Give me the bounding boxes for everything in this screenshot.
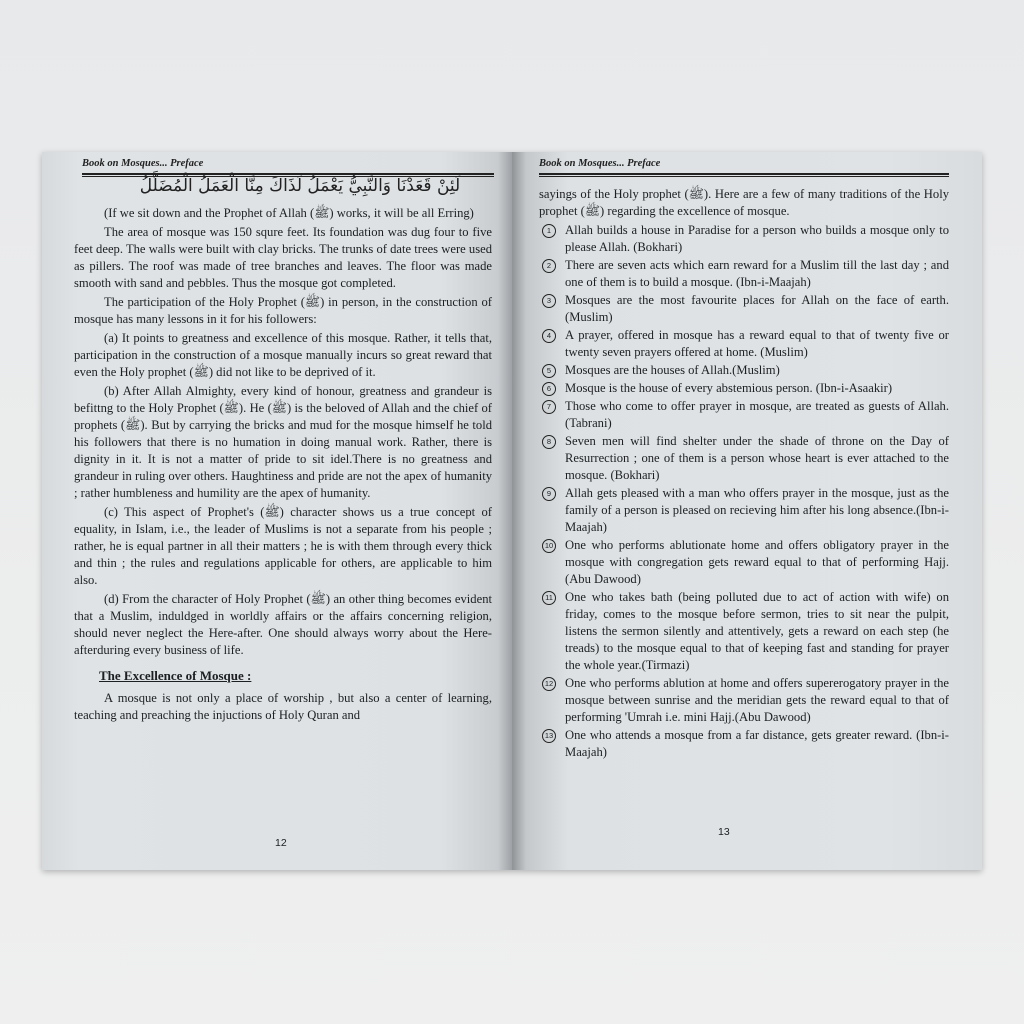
tradition-item <box>539 433 949 484</box>
paragraph: (c) This aspect of Prophet's (ﷺ) character shows us a true concept of equality, in Islam, i.e., the leader of Muslims is not a separate from his people ; rather, he is equal partner in all their matters ; he is with them through every thick and thin ; the rules and regulations applicable for others, are applicable to him also. <box>74 505 492 587</box>
item-number-badge: 6 <box>542 382 556 396</box>
item-number-badge: 8 <box>542 435 556 449</box>
tradition-item <box>539 362 949 379</box>
paragraph: The area of mosque was 150 squre feet. Its foundation was dug four to five feet deep. The walls were built with clay bricks. The trunks of date trees were used as pillers. The roof was made of tree branches and leaves. The floor was made smooth with sand and pebbles. Thus the mosque got completed. <box>74 225 492 290</box>
left-page <box>42 152 512 870</box>
intro-paragraph: sayings of the Holy prophet (ﷺ). Here are a few of many traditions of the Holy prophet (ﷺ) regarding the excellence of mosque. <box>539 187 949 218</box>
item-text: Allah gets pleased with a man who offers prayer in the mosque, just as the family of a person is pleased on recieving him after his long absence.(Ibn-i-Maajah) <box>565 486 949 534</box>
item-number-badge: 1 <box>542 224 556 238</box>
tradition-item <box>539 327 949 361</box>
right-page-number: 13 <box>718 826 730 838</box>
tradition-item <box>539 485 949 536</box>
section-heading: The Excellence of Mosque : <box>99 668 252 683</box>
item-text: Allah builds a house in Paradise for a person who builds a mosque only to please Allah. (Bokhari) <box>565 223 949 254</box>
item-text: One who performs ablution at home and offers supererogatory prayer in the mosque between sunrise and the meridian gets the reward equal to that of performing 'Umrah i.e. mini Hajj.(Abu Dawood) <box>565 676 949 724</box>
item-number-badge: 11 <box>542 591 556 605</box>
item-number-badge: 2 <box>542 259 556 273</box>
item-number-badge: 12 <box>542 677 556 691</box>
left-body-text <box>74 205 492 726</box>
tradition-item <box>539 292 949 326</box>
item-number-badge: 7 <box>542 400 556 414</box>
item-number-badge: 10 <box>542 539 556 553</box>
tradition-item <box>539 537 949 588</box>
item-text: Mosques are the houses of Allah.(Muslim) <box>565 363 780 377</box>
item-number-badge: 3 <box>542 294 556 308</box>
left-page-number: 12 <box>275 837 287 849</box>
item-text: Those who come to offer prayer in mosque, are treated as guests of Allah. (Tabrani) <box>565 399 949 430</box>
right-running-head: Book on Mosques... Preface <box>539 158 661 169</box>
open-book <box>42 152 982 870</box>
paragraph: (d) From the character of Holy Prophet (ﷺ) an other thing becomes evident that a Muslim, induldged in worldly affairs or the affairs concerning religion, should never neglect the Here-after. One should always worry about the Here-afterduring every business of life. <box>74 592 492 657</box>
paragraph: A mosque is not only a place of worship , but also a center of learning, teaching and preaching the injuctions of Holy Quran and <box>74 691 492 722</box>
tradition-list <box>539 222 949 761</box>
item-text: A prayer, offered in mosque has a reward equal to that of twenty five or twenty seven prayers offered at home. (Muslim) <box>565 328 949 359</box>
tradition-item <box>539 675 949 726</box>
paragraph: (If we sit down and the Prophet of Allah (ﷺ) works, it will be all Erring) <box>104 206 474 220</box>
left-running-head: Book on Mosques... Preface <box>82 158 204 169</box>
tradition-item <box>539 222 949 256</box>
tradition-item <box>539 257 949 291</box>
arabic-verse: لَئِنْ قَعَدْنَا وَالنَّبِيُّ يَعْمَلُ لَذَاكَ مِنَّا الْعَمَلُ الْمُضَلَّلُ <box>139 176 461 196</box>
tradition-item <box>539 380 949 397</box>
right-page <box>512 152 982 870</box>
item-number-badge: 9 <box>542 487 556 501</box>
paragraph: (a) It points to greatness and excellence of this mosque. Rather, it tells that, participation in the construction of a mosque manually incurs so great reward that even the Holy prophet (ﷺ) did not like to be deprived of it. <box>74 331 492 379</box>
item-text: Seven men will find shelter under the shade of throne on the Day of Resurrection ; one of them is a person whose heart is ever attached to the mosque. (Bokhari) <box>565 434 949 482</box>
right-header-rule <box>539 173 949 177</box>
item-text: Mosques are the most favourite places for Allah on the face of earth. (Muslim) <box>565 293 949 324</box>
tradition-item <box>539 589 949 674</box>
item-text: There are seven acts which earn reward for a Muslim till the last day ; and one of them is to build a mosque. (Ibn-i-Maajah) <box>565 258 949 289</box>
item-number-badge: 13 <box>542 729 556 743</box>
item-text: Mosque is the house of every abstemious person. (Ibn-i-Asaakir) <box>565 381 893 395</box>
item-text: One who takes bath (being polluted due to act of action with wife) on friday, comes to the mosque before sermon, tries to sit near the pulpit, listens the sermon silently and attentively, gets a reward on each step (he treads) to the mosque equal to that of keeping fast and standing for prayer the whole year.(Tirmazi) <box>565 590 949 672</box>
tradition-item <box>539 398 949 432</box>
item-text: One who performs ablutionate home and offers obligatory prayer in the mosque with congregation gets reward equal to that of performing Hajj. (Abu Dawood) <box>565 538 949 586</box>
item-number-badge: 5 <box>542 364 556 378</box>
item-number-badge: 4 <box>542 329 556 343</box>
item-text: One who attends a mosque from a far distance, gets greater reward. (Ibn-i-Maajah) <box>565 728 949 759</box>
paragraph: The participation of the Holy Prophet (ﷺ) in person, in the construction of mosque has many lessons in it for his followers: <box>74 295 492 326</box>
right-body-text <box>539 186 949 762</box>
paragraph: (b) After Allah Almighty, every kind of honour, greatness and grandeur is befittng to the Holy Prophet (ﷺ). He (ﷺ) is the beloved of Allah and the chief of prophets (ﷺ). But by carrying the bricks and mud for the mosque himself he told his followers that there is no humation in doing manual work. Rather, there is dignity in it. It is not a matter of pride to sit idel.There is no greatness and grandeur in ruling over others. Haughtiness and pride are not the apex of humanity ; rather humbleness and humility are the apex of humanity. <box>74 384 492 500</box>
tradition-item <box>539 727 949 761</box>
